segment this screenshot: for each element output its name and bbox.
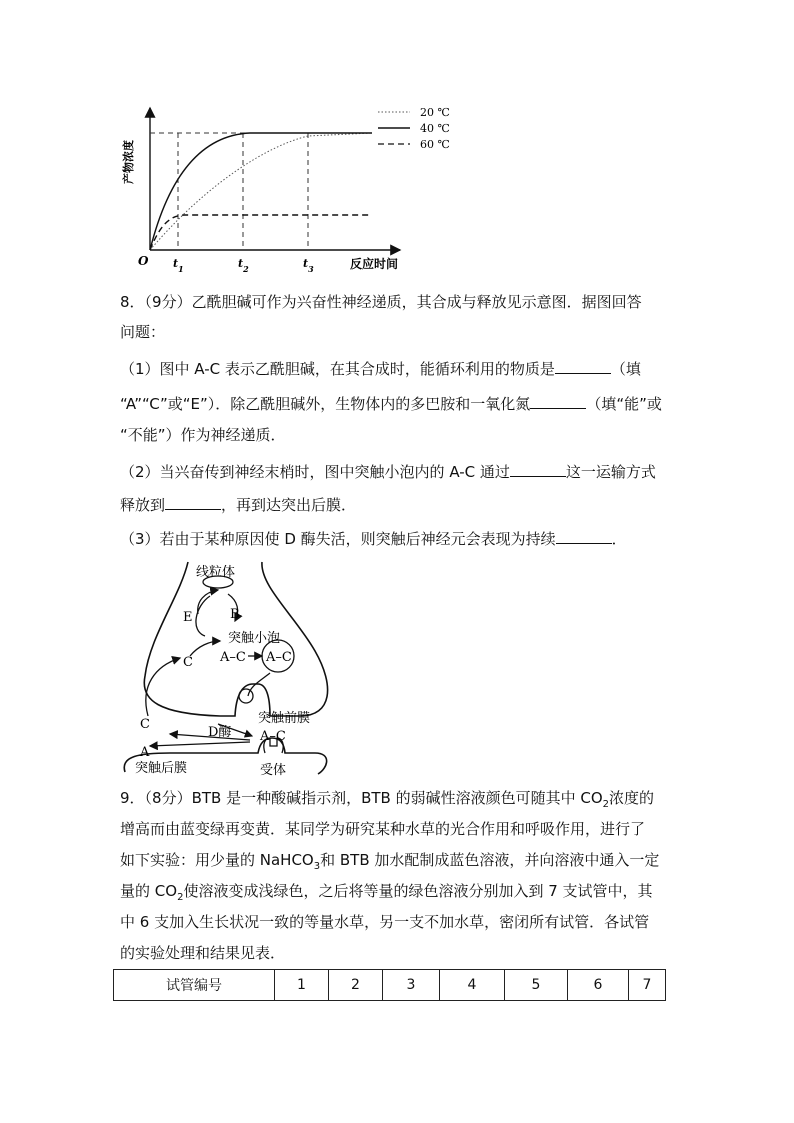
tick-label-t2: $t_2$ bbox=[238, 257, 249, 274]
label-B: B bbox=[230, 607, 240, 622]
q8-intro-line1: 8．（9分）乙酰胆碱可作为兴奋性神经递质，其合成与释放见示意图．据图回答 bbox=[120, 293, 642, 311]
table-cell: 7 bbox=[629, 970, 666, 1001]
label-AC-vesicle: A–C bbox=[266, 650, 292, 665]
q8-part1-line2: “A”“C”或“E”）．除乙酰胆碱外，生物体内的多巴胺和一氧化氮 （填“能”或 bbox=[120, 395, 662, 413]
series-20c-curve bbox=[150, 133, 372, 250]
answer-blank[interactable] bbox=[556, 528, 612, 544]
series-60c-curve bbox=[150, 215, 372, 250]
q9-line5: 中 6 支加入生长状况一致的等量水草，另一支不加水草，密闭所有试管．各试管 bbox=[120, 913, 650, 931]
label-C-top: C bbox=[183, 655, 193, 670]
label-receptor: 受体 bbox=[260, 763, 287, 778]
q8-part2-line1: （2）当兴奋传到神经末梢时，图中突触小泡内的 A-C 通过 这一运输方式 bbox=[120, 463, 656, 481]
table-cell: 1 bbox=[275, 970, 329, 1001]
origin-label: O bbox=[138, 254, 149, 268]
answer-blank[interactable] bbox=[555, 358, 611, 374]
series-40c-curve bbox=[150, 133, 372, 250]
q8-part2-line2: 释放到 ，再到达突出后膜． bbox=[120, 496, 357, 514]
q8-part1-line3: “不能”）作为神经递质． bbox=[120, 426, 286, 444]
label-AC-arrow: A–C bbox=[220, 650, 246, 665]
tick-label-t3: $t_3$ bbox=[303, 257, 314, 274]
legend-60c: 60 ℃ bbox=[420, 138, 450, 151]
label-postsynaptic: 突触后膜 bbox=[135, 761, 188, 776]
table-cell: 6 bbox=[568, 970, 629, 1001]
q9-line2: 增高而由蓝变绿再变黄．某同学为研究某种水草的光合作用和呼吸作用，进行了 bbox=[120, 820, 646, 838]
tick-label-t1: $t_1$ bbox=[173, 257, 184, 274]
label-E: E bbox=[183, 610, 193, 625]
q8-part3: （3）若由于某种原因使 D 酶失活，则突触后神经元会表现为持续 ． bbox=[120, 530, 627, 548]
label-vesicle: 突触小泡 bbox=[228, 631, 281, 646]
q8-intro-line2: 问题： bbox=[120, 323, 166, 341]
table-cell: 5 bbox=[505, 970, 568, 1001]
label-A: A bbox=[140, 745, 150, 760]
label-C-left: C bbox=[140, 717, 150, 732]
table-cell: 3 bbox=[383, 970, 440, 1001]
label-mitochondria: 线粒体 bbox=[196, 565, 236, 580]
label-presynaptic: 突触前膜 bbox=[258, 711, 311, 726]
q9-line6: 的实验处理和结果见表． bbox=[120, 944, 286, 962]
experiment-table bbox=[113, 969, 666, 1001]
q9-line4: 量的 $CO_2$使溶液变成浅绿色，之后将等量的绿色溶液分别加入到 7 支试管中，其 bbox=[120, 882, 653, 903]
q9-line3: 如下实验：用少量的 NaHCO$_3$和 BTB 加水配制成蓝色溶液，并向溶液中通入一定 bbox=[120, 851, 660, 872]
synapse-diagram bbox=[110, 556, 350, 781]
legend bbox=[378, 106, 450, 151]
table-cell: 4 bbox=[440, 970, 505, 1001]
table-cell: 2 bbox=[329, 970, 383, 1001]
label-D-enzyme: D酶 bbox=[208, 725, 232, 740]
x-axis-label: 反应时间 bbox=[350, 257, 399, 271]
table-row bbox=[114, 970, 666, 1001]
y-axis-label: 产物浓度 bbox=[122, 140, 135, 184]
answer-blank[interactable] bbox=[165, 494, 221, 510]
legend-20c: 20 ℃ bbox=[420, 106, 450, 119]
concentration-chart bbox=[110, 100, 470, 280]
table-header-cell: 试管编号 bbox=[114, 970, 275, 1001]
answer-blank[interactable] bbox=[510, 461, 566, 477]
legend-40c: 40 ℃ bbox=[420, 122, 450, 135]
q9-line1: 9．（8分）BTB 是一种酸碱指示剂，BTB 的弱碱性溶液颜色可随其中 $CO_2$浓度的 bbox=[120, 789, 655, 810]
answer-blank[interactable] bbox=[530, 393, 586, 409]
q8-part1-line1: （1）图中 A-C 表示乙酰胆碱，在其合成时，能循环利用的物质是 （填 bbox=[120, 360, 641, 378]
label-AC-cleft: A–C bbox=[260, 729, 286, 744]
